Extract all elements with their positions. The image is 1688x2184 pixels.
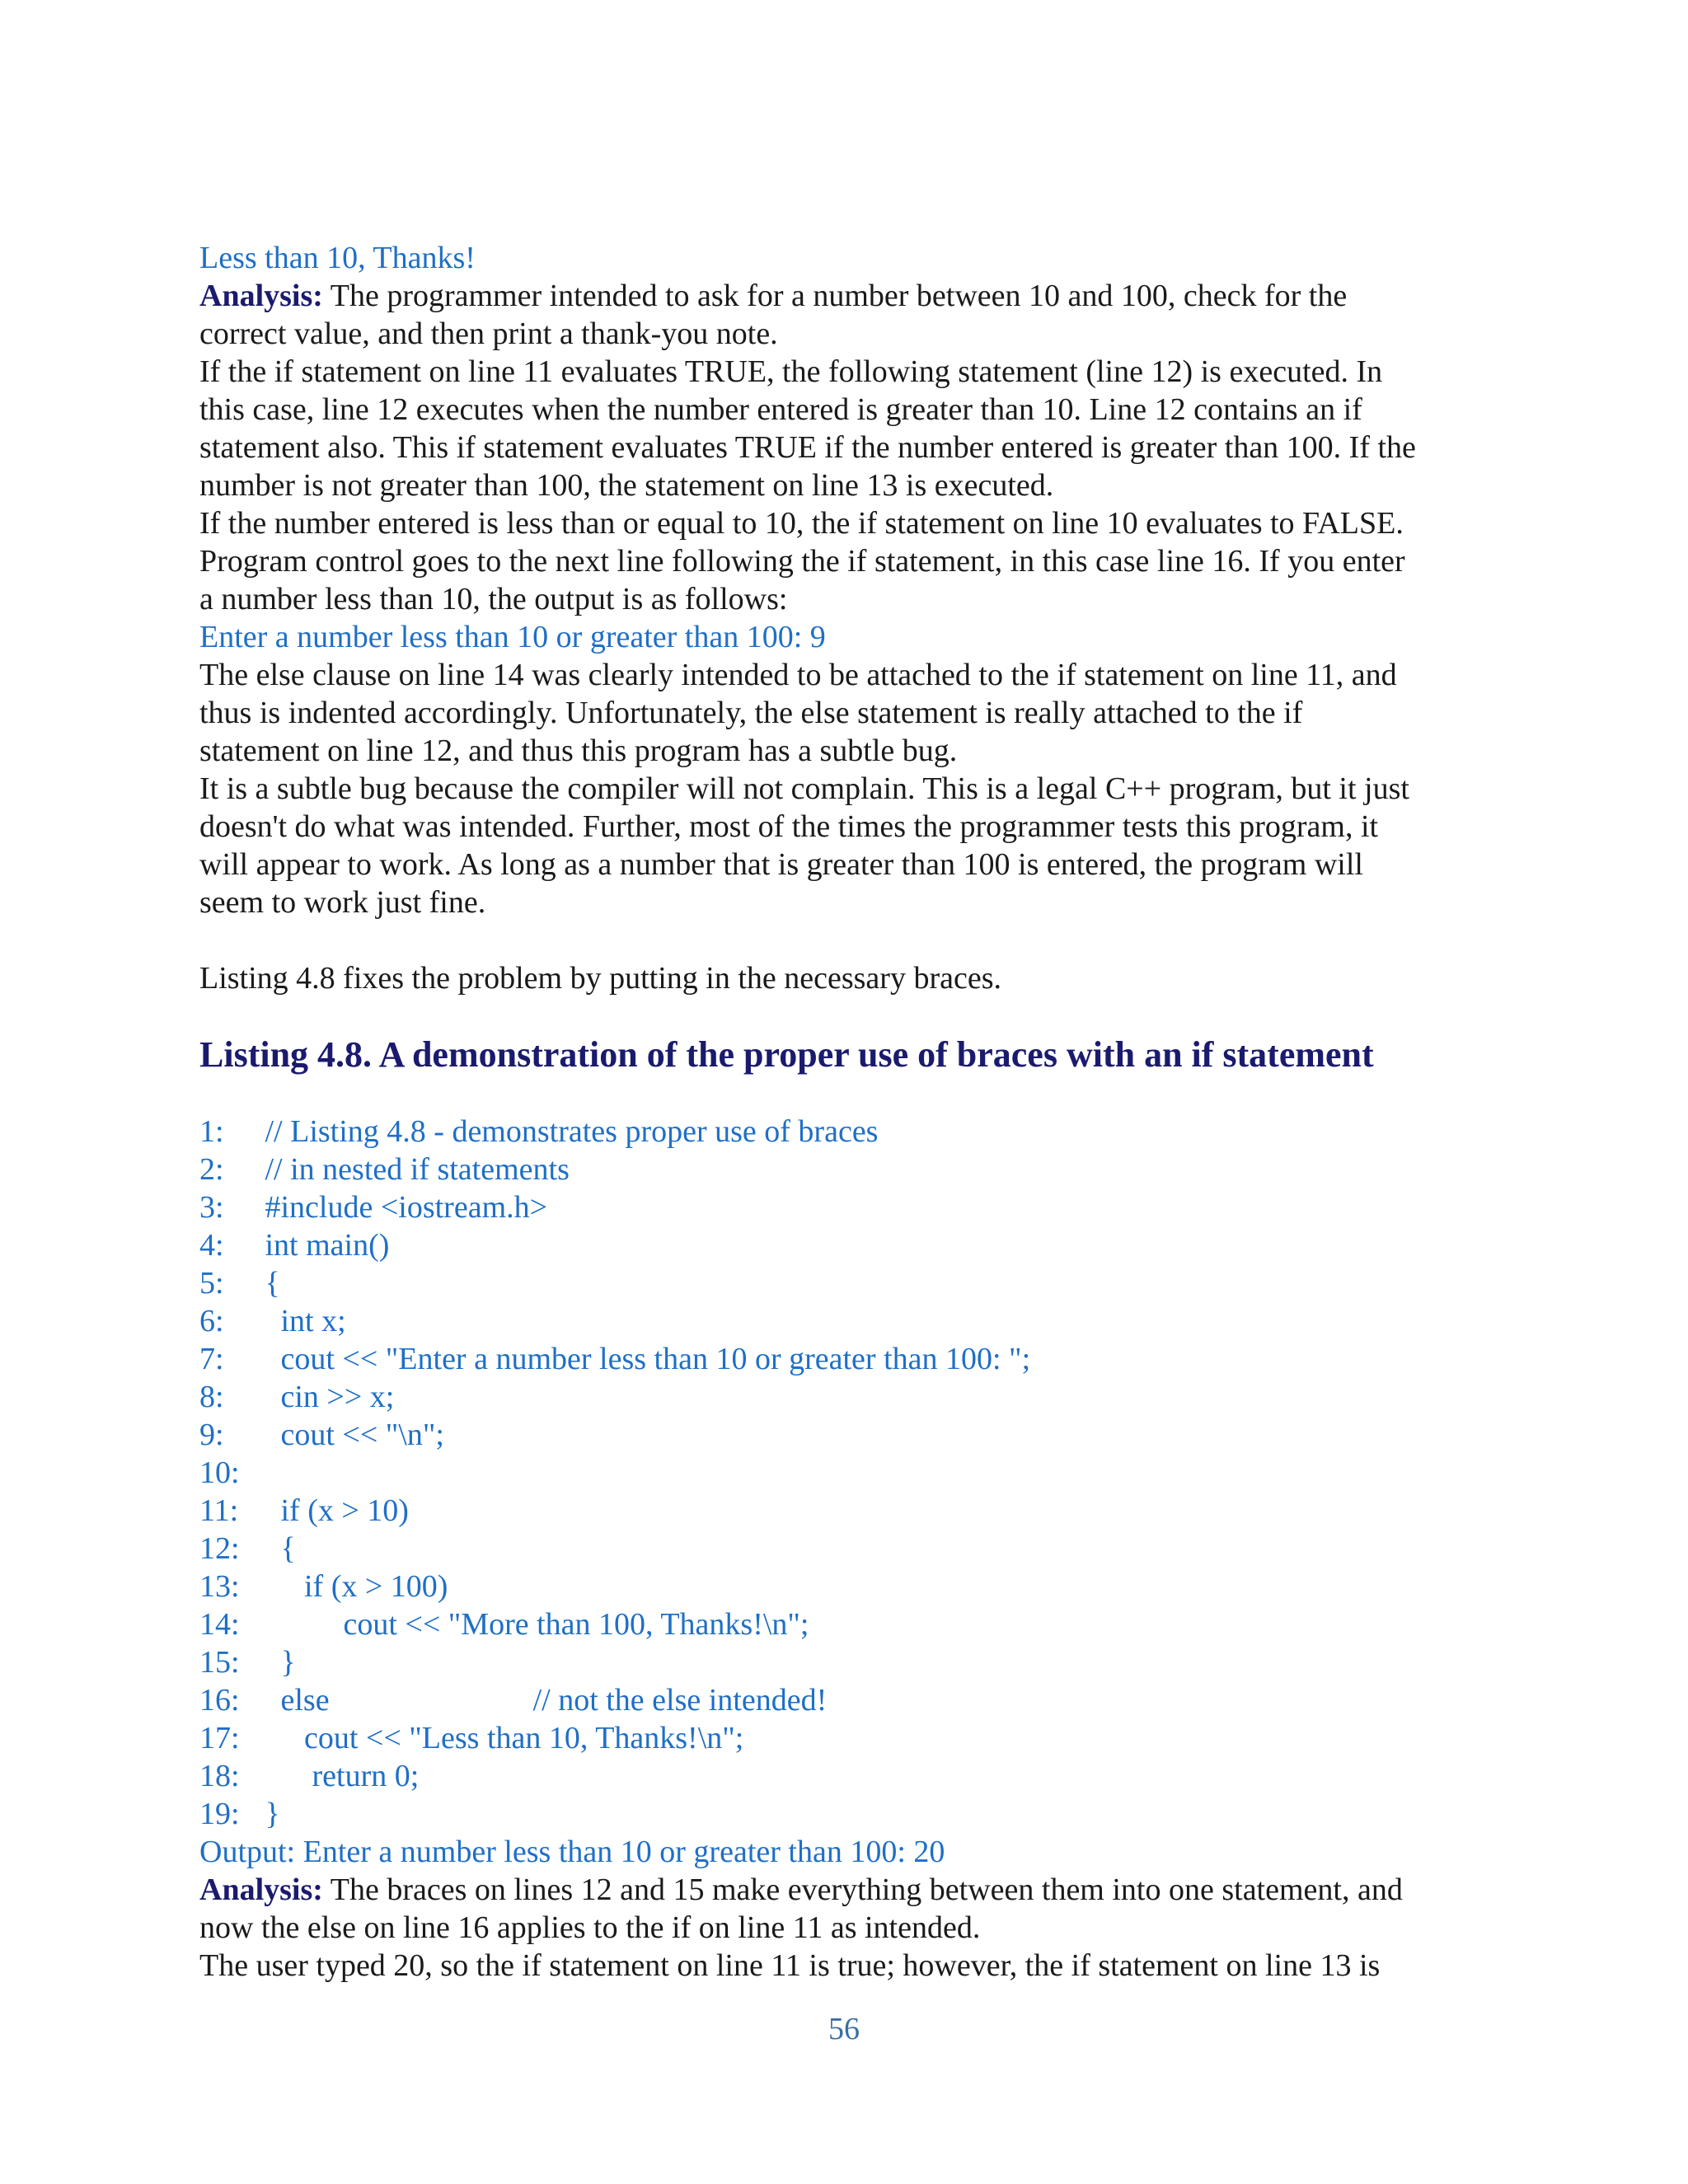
code-line-number: 2: [199, 1152, 224, 1187]
code-line [199, 1454, 1518, 1492]
paragraph-line: If the number entered is less than or equal to 10, the if statement on line 10 evaluates to FALSE. [199, 506, 1404, 541]
paragraph-line: The user typed 20, so the if statement on line 11 is true; however, the if statement on line 13 is [199, 1948, 1381, 1983]
code-line [199, 1264, 1518, 1302]
paragraph-line: thus is indented accordingly. Unfortunately, the else statement is really attached to the if [199, 696, 1303, 730]
paragraph-line: If the if statement on line 11 evaluates TRUE, the following statement (line 12) is executed. In [199, 354, 1383, 389]
code-line-number: 3: [199, 1190, 224, 1225]
analysis-paragraph-2 [199, 1871, 1518, 1909]
code-line-text: #include <iostream.h> [257, 1190, 548, 1225]
analysis-label: Analysis: [199, 1872, 323, 1907]
analysis-label: Analysis: [199, 279, 323, 313]
code-line-text: if (x > 100) [257, 1569, 448, 1604]
paragraph-line: correct value, and then print a thank-you note. [199, 316, 778, 351]
code-line [199, 1605, 1518, 1643]
analysis-text: The braces on lines 12 and 15 make everything between them into one statement, and [322, 1872, 1403, 1907]
code-line [199, 1188, 1518, 1226]
code-line [199, 1302, 1518, 1340]
code-line-text: int x; [257, 1304, 346, 1338]
paragraph-line: statement on line 12, and thus this program has a subtle bug. [199, 733, 958, 768]
code-line-text: { [257, 1266, 280, 1301]
code-line-text: cin >> x; [257, 1380, 395, 1414]
code-line-text: cout << "\n"; [257, 1418, 444, 1452]
paragraph-line: statement also. This if statement evaluates TRUE if the number entered is greater than 100. If the [199, 430, 1416, 465]
code-line-number: 6: [199, 1304, 224, 1338]
paragraph-line: The else clause on line 14 was clearly intended to be attached to the if statement on line 11, and [199, 658, 1397, 692]
code-line-number: 12: [199, 1531, 240, 1566]
code-line-number: 14: [199, 1607, 240, 1642]
code-line-text: cout << "More than 100, Thanks!\n"; [257, 1607, 809, 1642]
code-line [199, 1226, 1518, 1264]
listing-heading: Listing 4.8. A demonstration of the proper use of braces with an if statement [199, 1034, 1374, 1075]
paragraph-line: will appear to work. As long as a number that is greater than 100 is entered, the program will [199, 847, 1363, 882]
code-line-text: // in nested if statements [257, 1152, 570, 1187]
code-line [199, 1643, 1518, 1681]
paragraph-line: a number less than 10, the output is as follows: [199, 582, 788, 616]
code-line-number: 7: [199, 1342, 224, 1376]
paragraph-line: this case, line 12 executes when the number entered is greater than 10. Line 12 contains an if [199, 392, 1362, 427]
code-line [199, 1757, 1518, 1795]
code-line [199, 1530, 1518, 1568]
code-line-text: if (x > 10) [257, 1493, 409, 1528]
code-line-text: cout << "Enter a number less than 10 or greater than 100: "; [257, 1342, 1031, 1376]
code-line-text: return 0; [257, 1759, 420, 1793]
code-line-number: 4: [199, 1228, 224, 1263]
code-line [199, 1113, 1518, 1151]
intro-output: Less than 10, Thanks! [199, 241, 476, 275]
code-line-number: 18: [199, 1759, 240, 1793]
code-line [199, 1416, 1518, 1454]
code-line [199, 1492, 1518, 1530]
code-line [199, 1795, 1518, 1833]
code-line-number: 5: [199, 1266, 224, 1301]
analysis-paragraph-1 [199, 277, 1518, 315]
code-line-text: } [257, 1645, 296, 1680]
page-number: 56 [828, 2012, 860, 2046]
page-content [199, 239, 1518, 1985]
program-output: Output: Enter a number less than 10 or greater than 100: 20 [199, 1835, 945, 1869]
paragraph-line: now the else on line 16 applies to the if on line 11 as intended. [199, 1910, 981, 1945]
paragraph-line: doesn't do what was intended. Further, most of the times the programmer tests this program, it [199, 809, 1379, 844]
fix-line: Listing 4.8 fixes the problem by putting in the necessary braces. [199, 961, 1001, 996]
code-line [199, 1378, 1518, 1416]
sample-output: Enter a number less than 10 or greater than 100: 9 [199, 620, 826, 654]
analysis-text: The programmer intended to ask for a number between 10 and 100, check for the [322, 279, 1348, 313]
code-line-number: 13: [199, 1569, 240, 1604]
code-line-number: 10: [199, 1455, 240, 1490]
code-line-text: cout << "Less than 10, Thanks!\n"; [257, 1721, 744, 1755]
code-line-text: int main() [257, 1228, 390, 1263]
paragraph-line: seem to work just fine. [199, 885, 486, 920]
spacer [199, 921, 1518, 959]
code-line [199, 1568, 1518, 1605]
paragraph-line: number is not greater than 100, the statement on line 13 is executed. [199, 468, 1054, 503]
code-line-number: 9: [199, 1418, 224, 1452]
code-listing [199, 1113, 1518, 1833]
code-line-text: else // not the else intended! [257, 1683, 828, 1718]
code-line [199, 1151, 1518, 1188]
paragraph-line: It is a subtle bug because the compiler will not complain. This is a legal C++ program, but it just [199, 771, 1409, 806]
code-line [199, 1340, 1518, 1378]
code-line-number: 8: [199, 1380, 224, 1414]
code-line-number: 15: [199, 1645, 240, 1680]
code-line-number: 1: [199, 1114, 224, 1149]
paragraph-line: Program control goes to the next line following the if statement, in this case line 16. If you enter [199, 544, 1405, 579]
code-line-text: { [257, 1531, 296, 1566]
code-line-text: } [257, 1797, 280, 1831]
code-line [199, 1719, 1518, 1757]
code-line-text: // Listing 4.8 - demonstrates proper use of braces [257, 1114, 879, 1149]
code-line-number: 17: [199, 1721, 240, 1755]
code-line-number: 11: [199, 1493, 239, 1528]
code-line [199, 1681, 1518, 1719]
code-line-number: 16: [199, 1683, 240, 1718]
code-line-number: 19: [199, 1797, 240, 1831]
